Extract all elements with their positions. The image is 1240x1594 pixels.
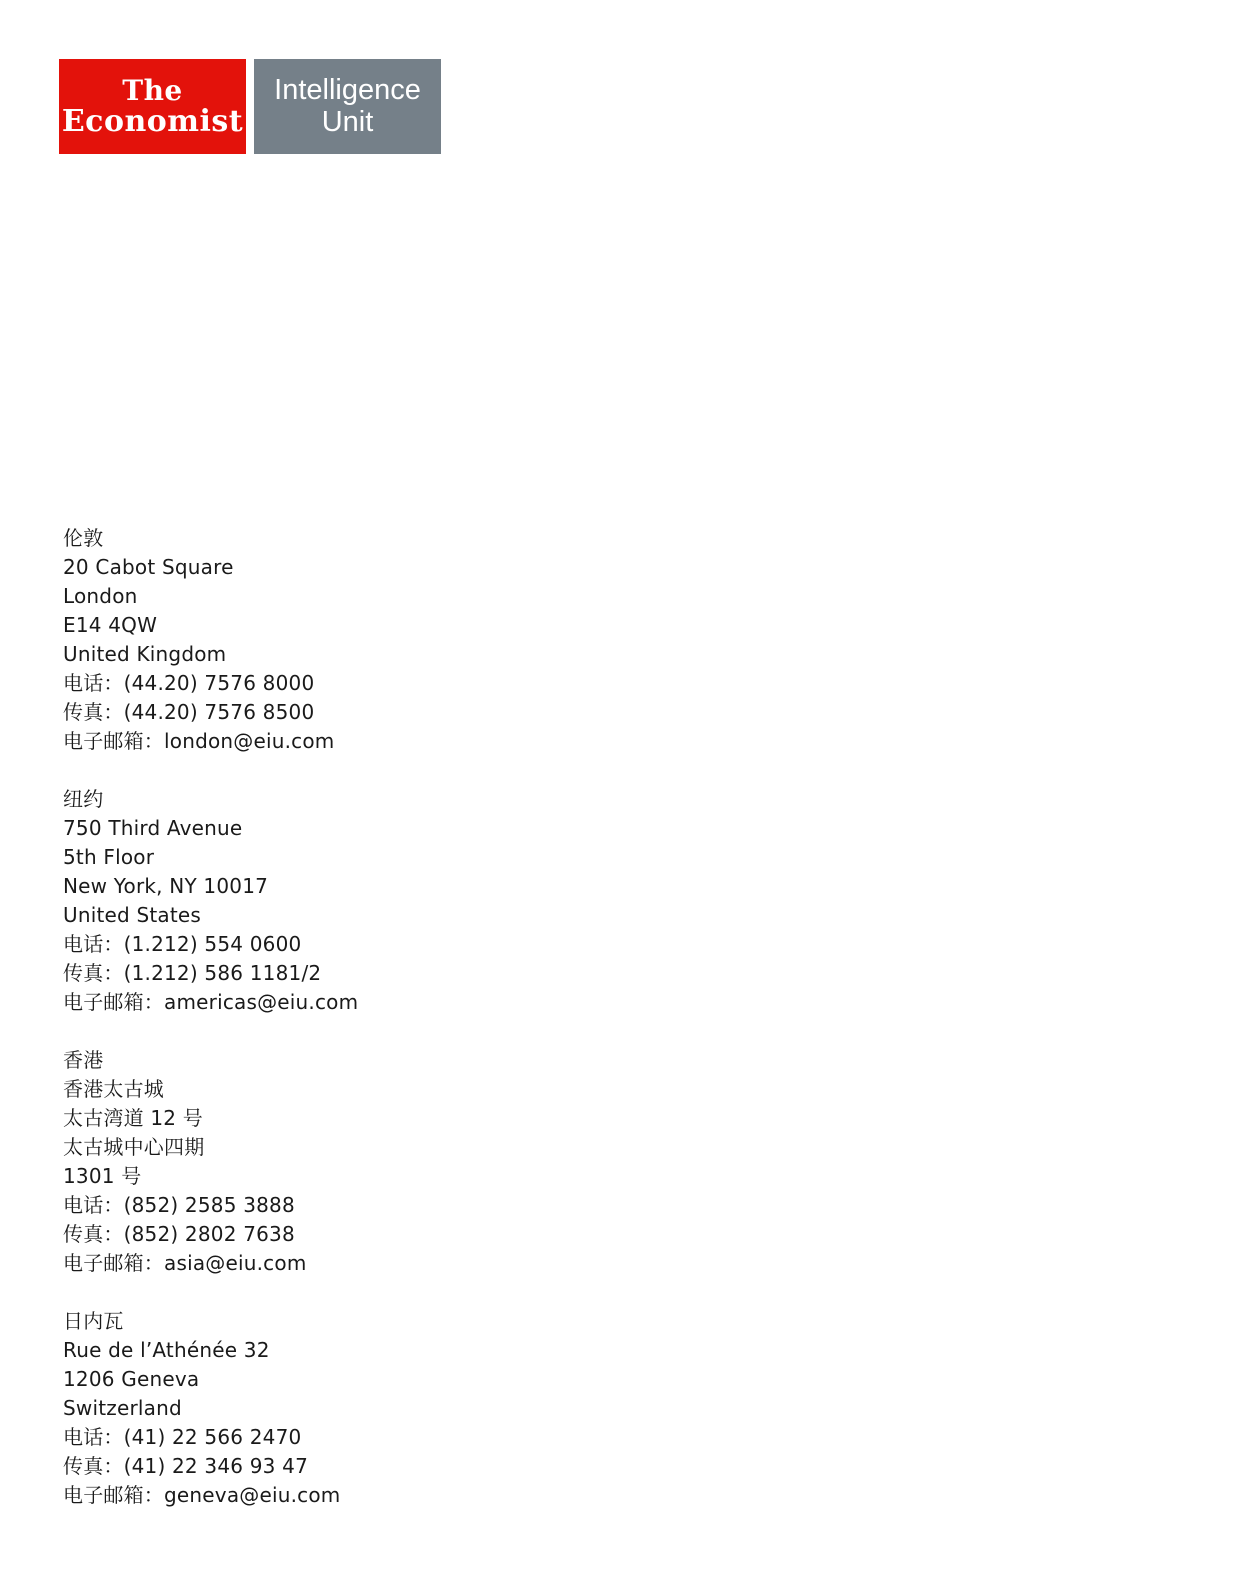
address-line: E14 4QW (63, 613, 158, 637)
email-line: 电子邮箱：americas@eiu.com (63, 990, 359, 1014)
email-line: 电子邮箱：geneva@eiu.com (63, 1483, 341, 1507)
office-list (63, 524, 763, 1510)
office-city: 伦敦 (63, 526, 104, 550)
address-line: United States (63, 903, 202, 927)
office-geneva (63, 1307, 763, 1510)
fax-line: 传真：(41) 22 346 93 47 (63, 1454, 309, 1478)
office-city: 香港 (63, 1048, 104, 1072)
office-new-york (63, 785, 763, 1017)
address-line: 20 Cabot Square (63, 555, 234, 579)
phone-line: 电话：(852) 2585 3888 (63, 1193, 295, 1217)
email-line: 电子邮箱：london@eiu.com (63, 729, 335, 753)
logo-intelligence-text: Intelligence (274, 74, 421, 106)
fax-line: 传真：(44.20) 7576 8500 (63, 700, 315, 724)
email-line: 电子邮箱：asia@eiu.com (63, 1251, 307, 1275)
fax-line: 传真：(1.212) 586 1181/2 (63, 961, 322, 985)
address-line: Switzerland (63, 1396, 182, 1420)
address-line: 太古湾道 12 号 (63, 1106, 203, 1130)
address-line: 香港太古城 (63, 1077, 164, 1101)
address-line: 750 Third Avenue (63, 816, 243, 840)
office-city: 纽约 (63, 787, 104, 811)
logo-unit-text: Unit (321, 106, 374, 138)
address-line: 太古城中心四期 (63, 1135, 205, 1159)
address-line: Rue de l’Athénée 32 (63, 1338, 270, 1362)
phone-line: 电话：(44.20) 7576 8000 (63, 671, 315, 695)
phone-line: 电话：(41) 22 566 2470 (63, 1425, 302, 1449)
logo-economist-text: Economist (61, 103, 244, 139)
intelligence-unit-logo-block (254, 59, 441, 154)
address-line: 5th Floor (63, 845, 155, 869)
address-line: United Kingdom (63, 642, 227, 666)
address-line: 1301 号 (63, 1164, 142, 1188)
office-hong-kong (63, 1046, 763, 1278)
economist-logo-block (59, 59, 246, 154)
logo-the-text: The (122, 73, 183, 107)
fax-line: 传真：(852) 2802 7638 (63, 1222, 295, 1246)
address-line: New York, NY 10017 (63, 874, 269, 898)
phone-line: 电话：(1.212) 554 0600 (63, 932, 302, 956)
address-line: 1206 Geneva (63, 1367, 200, 1391)
eiu-logo (59, 59, 441, 154)
office-london (63, 524, 763, 756)
office-city: 日内瓦 (63, 1309, 124, 1333)
address-line: London (63, 584, 138, 608)
